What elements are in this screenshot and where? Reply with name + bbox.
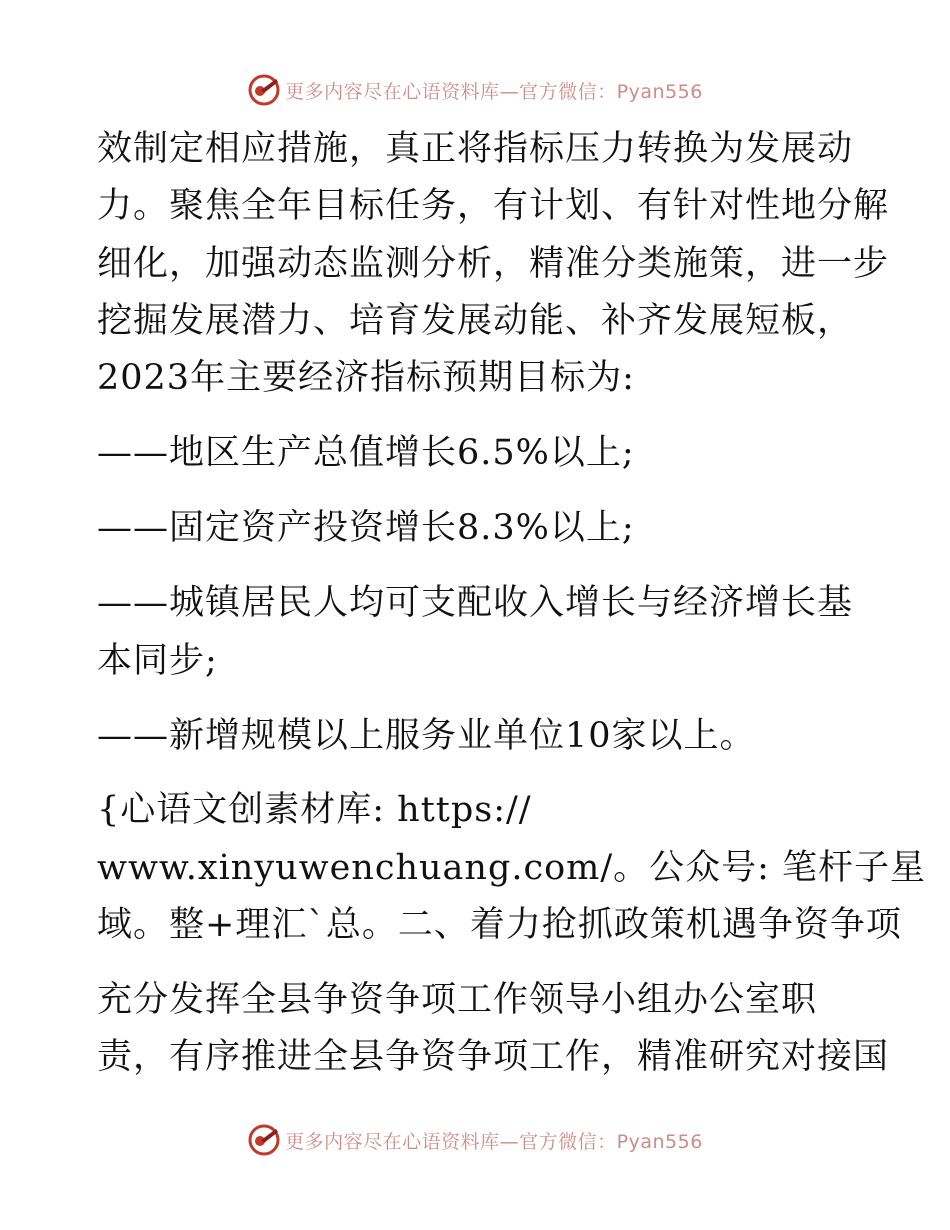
body-line: 责，有序推进全县争资争项工作，精准研究对接国 bbox=[97, 1037, 890, 1077]
body-line: 细化，加强动态监测分析，精准分类施策，进一步 bbox=[97, 244, 890, 284]
body-line: www.xinyuwenchuang.com/。公众号: 笔杆子星 bbox=[97, 848, 927, 888]
body-line: 挖掘发展潜力、培育发展动能、补齐发展短板， bbox=[97, 301, 854, 341]
logo-icon bbox=[247, 73, 281, 107]
body-line: 本同步; bbox=[97, 641, 218, 681]
body-line: 2023年主要经济指标预期目标为: bbox=[97, 358, 635, 398]
body-line: ——城镇居民人均可支配收入增长与经济增长基 bbox=[97, 583, 854, 623]
footer-banner-text: 更多内容尽在心语资料库—官方微信：Pyan556 bbox=[285, 1130, 703, 1153]
body-line: 充分发挥全县争资争项工作领导小组办公室职 bbox=[97, 980, 818, 1020]
body-line: {心语文创素材库: https:// bbox=[97, 790, 532, 830]
body-line: 效制定相应措施，真正将指标压力转换为发展动 bbox=[97, 129, 854, 169]
body-line: 力。聚焦全年目标任务，有计划、有针对性地分解 bbox=[97, 186, 890, 226]
body-line: ——新增规模以上服务业单位10家以上。 bbox=[97, 716, 756, 756]
body-line: 域。整+理汇`总。二、着力抢抓政策机遇争资争项 bbox=[97, 905, 902, 945]
header-banner-text: 更多内容尽在心语资料库—官方微信：Pyan556 bbox=[285, 80, 703, 103]
body-line: ——固定资产投资增长8.3%以上; bbox=[97, 508, 635, 548]
header-banner bbox=[0, 70, 950, 110]
logo-icon bbox=[247, 1123, 281, 1157]
body-line: ——地区生产总值增长6.5%以上; bbox=[97, 433, 635, 473]
footer-banner bbox=[0, 1120, 950, 1160]
